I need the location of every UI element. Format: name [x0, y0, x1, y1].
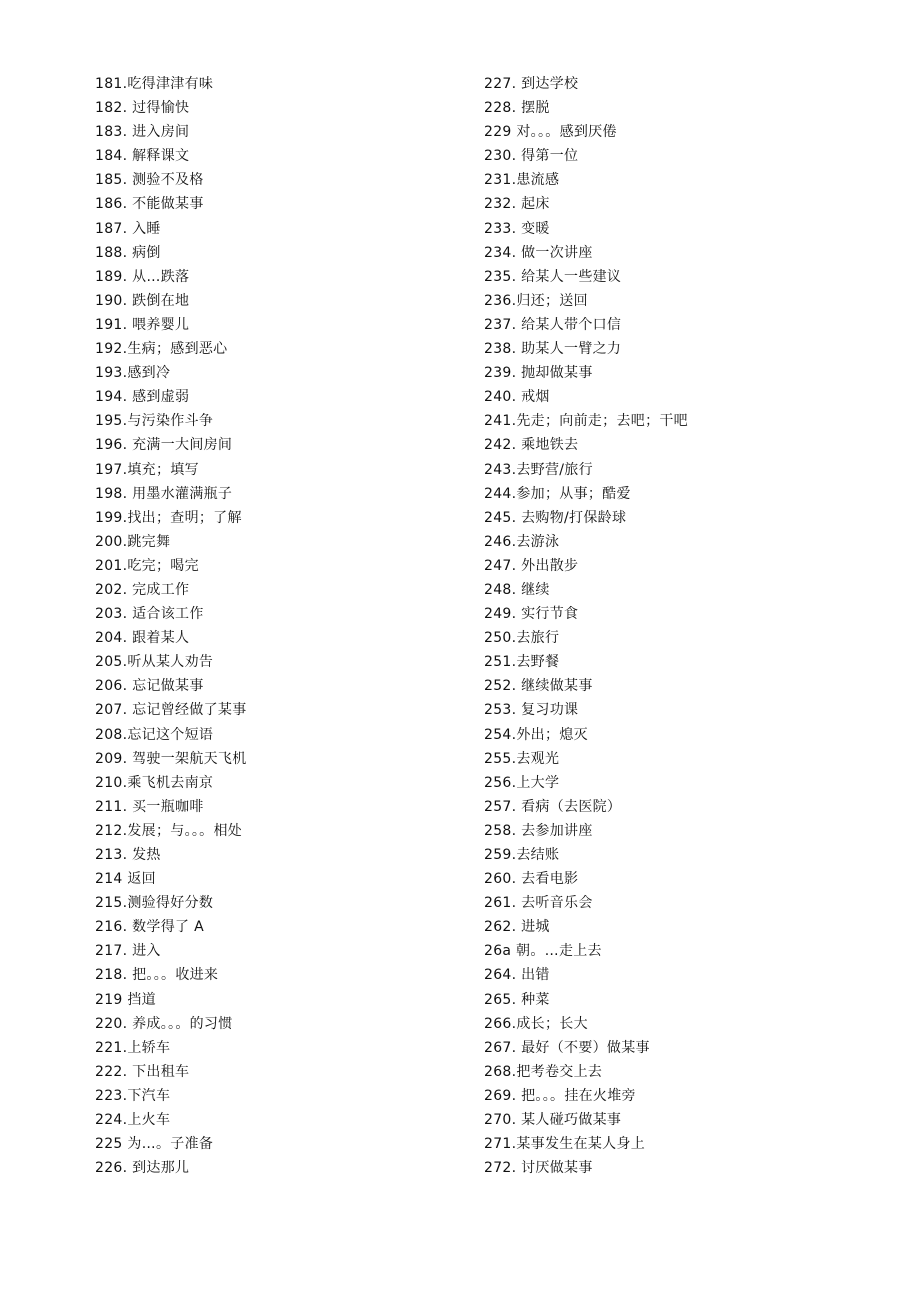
phrase-item: 272. 讨厌做某事 — [484, 1160, 593, 1177]
phrase-item: 205.听从某人劝告 — [95, 654, 214, 671]
phrase-item: 182. 过得愉快 — [95, 100, 190, 117]
phrase-item: 196. 充满一大间房间 — [95, 437, 233, 454]
phrase-item: 267. 最好（不要）做某事 — [484, 1039, 650, 1056]
phrase-item: 195.与污染作斗争 — [95, 413, 214, 430]
phrase-item: 266.成长；长大 — [484, 1015, 588, 1032]
phrase-item: 211. 买一瓶咖啡 — [95, 798, 204, 815]
phrase-item: 271.某事发生在某人身上 — [484, 1136, 646, 1153]
phrase-item: 256.上大学 — [484, 774, 560, 791]
phrase-item: 242. 乘地铁去 — [484, 437, 579, 454]
phrase-item: 265. 种菜 — [484, 991, 550, 1008]
left-column — [95, 72, 495, 1180]
phrase-item: 248. 继续 — [484, 581, 550, 598]
phrase-item: 261. 去听音乐会 — [484, 895, 593, 912]
phrase-item: 244.参加；从事；酷爱 — [484, 485, 631, 502]
phrase-item: 236.归还；送回 — [484, 292, 588, 309]
phrase-item: 227. 到达学校 — [484, 76, 579, 92]
phrase-item: 231.患流感 — [484, 172, 560, 189]
phrase-item: 251.去野餐 — [484, 654, 560, 671]
phrase-item: 187. 入睡 — [95, 220, 161, 237]
phrase-item: 255.去观光 — [484, 750, 560, 767]
phrase-item: 224.上火车 — [95, 1112, 171, 1129]
phrase-item: 228. 摆脱 — [484, 100, 550, 117]
phrase-item: 212.发展；与。。。相处 — [95, 822, 243, 839]
phrase-item: 268.把考卷交上去 — [484, 1063, 603, 1080]
right-column — [484, 72, 884, 1180]
phrase-item: 197.填充；填写 — [95, 461, 199, 478]
phrase-item: 209. 驾驶一架航天飞机 — [95, 750, 247, 767]
phrase-item: 194. 感到虚弱 — [95, 389, 190, 406]
phrase-item: 230. 得第一位 — [484, 148, 579, 165]
phrase-item: 234. 做一次讲座 — [484, 244, 593, 261]
phrase-item: 229 对。。。感到厌倦 — [484, 124, 617, 141]
phrase-item: 214 返回 — [95, 871, 156, 888]
phrase-item: 213. 发热 — [95, 847, 161, 863]
phrase-item: 262. 进城 — [484, 919, 550, 936]
phrase-item: 185. 测验不及格 — [95, 172, 204, 189]
phrase-item: 264. 出错 — [484, 967, 550, 984]
phrase-item: 260. 去看电影 — [484, 871, 579, 888]
phrase-item: 208.忘记这个短语 — [95, 726, 214, 743]
phrase-item: 254.外出；熄灭 — [484, 726, 588, 743]
phrase-item: 198. 用墨水灌满瓶子 — [95, 485, 233, 502]
phrase-item: 26a 朝。…走上去 — [484, 943, 602, 960]
phrase-item: 253. 复习功课 — [484, 702, 579, 719]
phrase-item: 203. 适合该工作 — [95, 606, 204, 623]
phrase-item: 226. 到达那儿 — [95, 1160, 190, 1177]
phrase-item: 189. 从…跌落 — [95, 268, 190, 285]
phrase-item: 240. 戒烟 — [484, 389, 550, 406]
phrase-item: 250.去旅行 — [484, 630, 560, 647]
phrase-item: 259.去结账 — [484, 847, 560, 863]
phrase-item: 181.吃得津津有味 — [95, 76, 214, 92]
phrase-item: 183. 进入房间 — [95, 124, 190, 141]
phrase-item: 241.先走；向前走；去吧；干吧 — [484, 413, 688, 430]
phrase-item: 202. 完成工作 — [95, 581, 190, 598]
phrase-item: 186. 不能做某事 — [95, 196, 204, 213]
phrase-item: 201.吃完；喝完 — [95, 557, 199, 574]
phrase-item: 210.乘飞机去南京 — [95, 774, 214, 791]
phrase-item: 246.去游泳 — [484, 533, 560, 550]
phrase-item: 222. 下出租车 — [95, 1063, 190, 1080]
phrase-item: 184. 解释课文 — [95, 148, 190, 165]
phrase-item: 220. 养成。。。的习惯 — [95, 1015, 233, 1032]
phrase-item: 215.测验得好分数 — [95, 895, 214, 912]
phrase-item: 199.找出；查明；了解 — [95, 509, 242, 526]
phrase-item: 204. 跟着某人 — [95, 630, 190, 647]
phrase-item: 232. 起床 — [484, 196, 550, 213]
phrase-item: 238. 助某人一臂之力 — [484, 341, 622, 358]
phrase-item: 233. 变暖 — [484, 220, 550, 237]
phrase-item: 243.去野营/旅行 — [484, 461, 593, 478]
phrase-item: 247. 外出散步 — [484, 557, 579, 574]
phrase-item: 245. 去购物/打保龄球 — [484, 509, 627, 526]
phrase-item: 258. 去参加讲座 — [484, 822, 593, 839]
phrase-item: 218. 把。。。收进来 — [95, 967, 219, 984]
phrase-item: 257. 看病（去医院） — [484, 798, 622, 815]
phrase-item: 207. 忘记曾经做了某事 — [95, 702, 247, 719]
phrase-item: 252. 继续做某事 — [484, 678, 593, 695]
phrase-item: 200.跳完舞 — [95, 533, 171, 550]
phrase-item: 223.下汽车 — [95, 1087, 171, 1104]
phrase-item: 225 为…。子准备 — [95, 1136, 214, 1153]
phrase-item: 239. 抛却做某事 — [484, 365, 593, 382]
phrase-item: 217. 进入 — [95, 943, 161, 960]
phrase-item: 206. 忘记做某事 — [95, 678, 204, 695]
phrase-item: 221.上轿车 — [95, 1039, 171, 1056]
phrase-item: 219 挡道 — [95, 991, 156, 1008]
phrase-item: 216. 数学得了 A — [95, 919, 204, 936]
phrase-item: 191. 喂养婴儿 — [95, 316, 190, 333]
phrase-item: 237. 给某人带个口信 — [484, 316, 622, 333]
phrase-item: 188. 病倒 — [95, 244, 161, 261]
phrase-item: 192.生病；感到恶心 — [95, 341, 228, 358]
phrase-item: 235. 给某人一些建议 — [484, 268, 622, 285]
phrase-item: 193.感到冷 — [95, 365, 171, 382]
phrase-item: 270. 某人碰巧做某事 — [484, 1112, 622, 1129]
phrase-item: 249. 实行节食 — [484, 606, 579, 623]
phrase-item: 269. 把。。。挂在火堆旁 — [484, 1087, 636, 1104]
phrase-item: 190. 跌倒在地 — [95, 292, 190, 309]
